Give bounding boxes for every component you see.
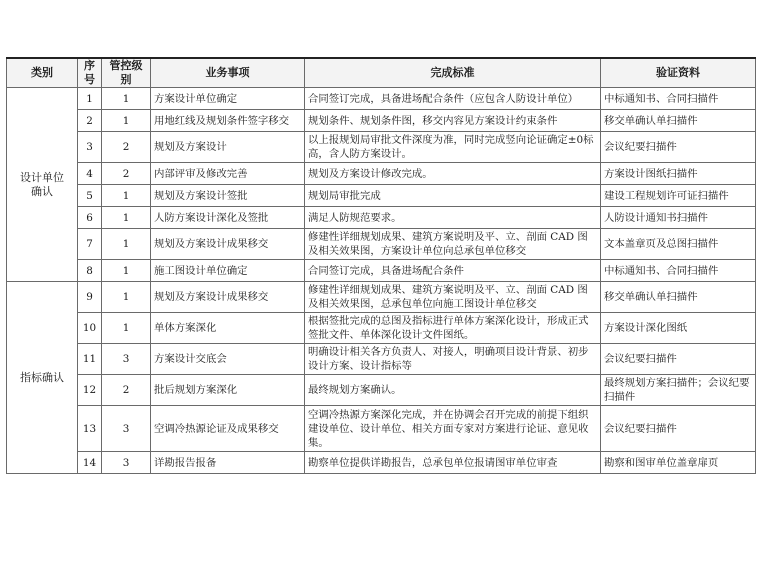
control-level: 2 bbox=[102, 163, 151, 185]
row-number: 14 bbox=[78, 452, 102, 474]
header-level: 管控级别 bbox=[102, 58, 151, 88]
business-item: 批后规划方案深化 bbox=[151, 375, 305, 406]
verification-material: 移交单确认单扫描件 bbox=[601, 110, 756, 132]
row-number: 11 bbox=[78, 344, 102, 375]
verification-material: 方案设计深化图纸 bbox=[601, 313, 756, 344]
header-item: 业务事项 bbox=[151, 58, 305, 88]
control-level: 3 bbox=[102, 344, 151, 375]
header-standard: 完成标准 bbox=[305, 58, 601, 88]
business-item: 方案设计交底会 bbox=[151, 344, 305, 375]
row-number: 7 bbox=[78, 229, 102, 260]
row-number: 1 bbox=[78, 88, 102, 110]
business-item: 人防方案设计深化及签批 bbox=[151, 207, 305, 229]
verification-material: 中标通知书、合同扫描件 bbox=[601, 260, 756, 282]
control-level: 1 bbox=[102, 229, 151, 260]
completion-standard: 明确设计相关各方负责人、对接人，明确项目设计背景、初步设计方案、设计指标等 bbox=[305, 344, 601, 375]
verification-material: 中标通知书、合同扫描件 bbox=[601, 88, 756, 110]
row-number: 12 bbox=[78, 375, 102, 406]
row-number: 4 bbox=[78, 163, 102, 185]
control-level: 1 bbox=[102, 207, 151, 229]
completion-standard: 最终规划方案确认。 bbox=[305, 375, 601, 406]
verification-material: 文本盖章页及总图扫描件 bbox=[601, 229, 756, 260]
business-item: 用地红线及规划条件签字移交 bbox=[151, 110, 305, 132]
row-number: 9 bbox=[78, 282, 102, 313]
table-row bbox=[7, 282, 756, 313]
row-number: 8 bbox=[78, 260, 102, 282]
completion-standard: 规划条件、规划条件图，移交内容见方案设计约束条件 bbox=[305, 110, 601, 132]
control-level: 1 bbox=[102, 185, 151, 207]
header-no: 序号 bbox=[78, 58, 102, 88]
completion-standard: 修建性详细规划成果、建筑方案说明及平、立、剖面 CAD 图及相关效果图，方案设计单位向总承包单位移交 bbox=[305, 229, 601, 260]
verification-material: 移交单确认单扫描件 bbox=[601, 282, 756, 313]
table-row bbox=[7, 260, 756, 282]
table-row bbox=[7, 375, 756, 406]
business-item: 规划及方案设计 bbox=[151, 132, 305, 163]
table-row bbox=[7, 110, 756, 132]
row-number: 13 bbox=[78, 406, 102, 452]
verification-material: 人防设计通知书扫描件 bbox=[601, 207, 756, 229]
row-number: 2 bbox=[78, 110, 102, 132]
verification-material: 建设工程规划许可证扫描件 bbox=[601, 185, 756, 207]
table-row bbox=[7, 207, 756, 229]
business-item: 规划及方案设计成果移交 bbox=[151, 282, 305, 313]
completion-standard: 合同签订完成，具备进场配合条件（应包含人防设计单位） bbox=[305, 88, 601, 110]
verification-material: 会议纪要扫描件 bbox=[601, 132, 756, 163]
business-item: 单体方案深化 bbox=[151, 313, 305, 344]
completion-standard: 规划及方案设计修改完成。 bbox=[305, 163, 601, 185]
row-number: 6 bbox=[78, 207, 102, 229]
control-level: 3 bbox=[102, 406, 151, 452]
business-item: 规划及方案设计成果移交 bbox=[151, 229, 305, 260]
completion-standard: 以上报规划局审批文件深度为准，同时完成竖向论证确定±0标高，含人防方案设计。 bbox=[305, 132, 601, 163]
control-level: 1 bbox=[102, 313, 151, 344]
header-row bbox=[7, 58, 756, 88]
business-item: 详勘报告报备 bbox=[151, 452, 305, 474]
table-row bbox=[7, 452, 756, 474]
verification-material: 最终规划方案扫描件；会议纪要扫描件 bbox=[601, 375, 756, 406]
verification-material: 勘察和图审单位盖章扉页 bbox=[601, 452, 756, 474]
completion-standard: 合同签订完成，具备进场配合条件 bbox=[305, 260, 601, 282]
control-level: 1 bbox=[102, 282, 151, 313]
verification-material: 方案设计图纸扫描件 bbox=[601, 163, 756, 185]
category-cell: 指标确认 bbox=[7, 282, 78, 474]
table-row bbox=[7, 163, 756, 185]
business-item: 内部评审及修改完善 bbox=[151, 163, 305, 185]
completion-standard: 根据签批完成的总图及指标进行单体方案深化设计，形成正式签批文件、单体深化设计文件图纸。 bbox=[305, 313, 601, 344]
verification-material: 会议纪要扫描件 bbox=[601, 406, 756, 452]
completion-standard: 修建性详细规划成果、建筑方案说明及平、立、剖面 CAD 图及相关效果图，总承包单位向施工图设计单位移交 bbox=[305, 282, 601, 313]
control-level: 2 bbox=[102, 375, 151, 406]
row-number: 10 bbox=[78, 313, 102, 344]
completion-standard: 规划局审批完成 bbox=[305, 185, 601, 207]
business-item: 施工图设计单位确定 bbox=[151, 260, 305, 282]
table-row bbox=[7, 185, 756, 207]
row-number: 5 bbox=[78, 185, 102, 207]
business-item: 空调冷热源论证及成果移交 bbox=[151, 406, 305, 452]
business-item: 规划及方案设计签批 bbox=[151, 185, 305, 207]
table-row bbox=[7, 88, 756, 110]
control-level: 1 bbox=[102, 260, 151, 282]
business-item: 方案设计单位确定 bbox=[151, 88, 305, 110]
table-row bbox=[7, 132, 756, 163]
table-row bbox=[7, 406, 756, 452]
table-row bbox=[7, 313, 756, 344]
completion-standard: 勘察单位提供详勘报告，总承包单位报请图审单位审查 bbox=[305, 452, 601, 474]
control-level: 2 bbox=[102, 132, 151, 163]
completion-standard: 空调冷热源方案深化完成，并在协调会召开完成的前提下组织建设单位、设计单位、相关方面专家对方案进行论证、意见收集。 bbox=[305, 406, 601, 452]
header-category: 类别 bbox=[7, 58, 78, 88]
control-level: 3 bbox=[102, 452, 151, 474]
verification-material: 会议纪要扫描件 bbox=[601, 344, 756, 375]
row-number: 3 bbox=[78, 132, 102, 163]
project-control-table bbox=[6, 57, 756, 474]
completion-standard: 满足人防规范要求。 bbox=[305, 207, 601, 229]
control-level: 1 bbox=[102, 88, 151, 110]
category-cell: 设计单位 确认 bbox=[7, 88, 78, 282]
table-row bbox=[7, 344, 756, 375]
control-level: 1 bbox=[102, 110, 151, 132]
table-row bbox=[7, 229, 756, 260]
header-evidence: 验证资料 bbox=[601, 58, 756, 88]
